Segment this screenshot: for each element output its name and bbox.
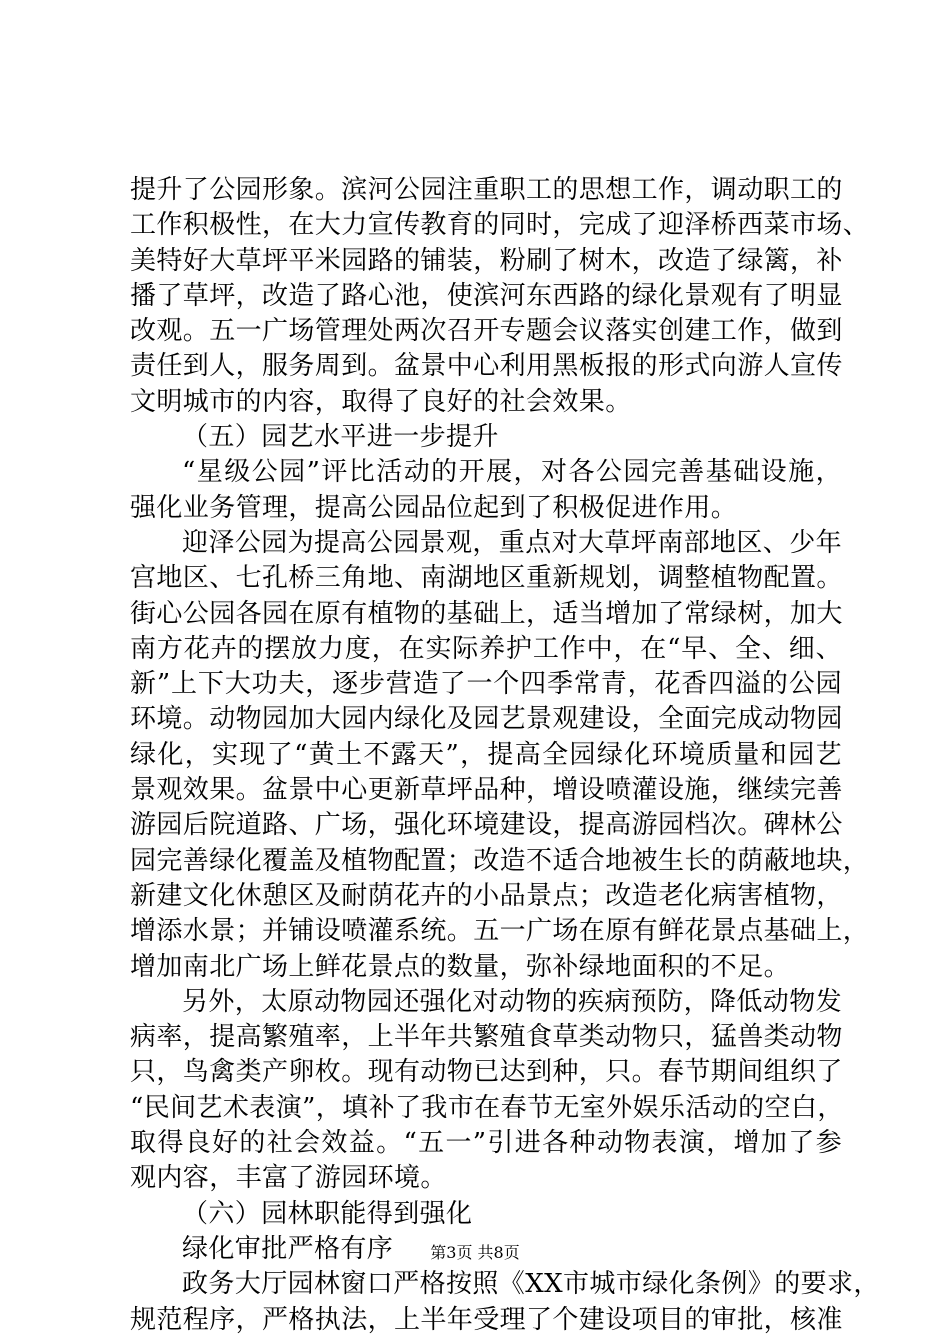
text-line: 街心公园各园在原有植物的基础上，适当增加了常绿树，加大 xyxy=(130,598,843,629)
text-line: 游园后院道路、广场，强化环境建设，提高游园档次。碑林公 xyxy=(130,810,843,841)
text-line: 增加南北广场上鲜花景点的数量，弥补绿地面积的不足。 xyxy=(130,951,791,982)
text-line: 病率，提高繁殖率，上半年共繁殖食草类动物只，猛兽类动物 xyxy=(130,1022,843,1053)
text-line: 规范程序，严格执法，上半年受理了个建设项目的审批，核准 xyxy=(130,1304,843,1335)
text-line: 新”上下大功夫，逐步营造了一个四季常青，花香四溢的公园 xyxy=(130,669,842,700)
text-line: 宫地区、七孔桥三角地、南湖地区重新规划，调整植物配置。 xyxy=(130,563,843,594)
text-line: 政务大厅园林窗口严格按照《XX市城市绿化条例》的要求， xyxy=(182,1269,880,1300)
text-line: 播了草坪，改造了路心池，使滨河东西路的绿化景观有了明显 xyxy=(130,280,843,311)
text-line: 增添水景；并铺设喷灌系统。五一广场在原有鲜花景点基础上， xyxy=(130,916,870,947)
text-line: 只，鸟禽类产卵枚。现有动物已达到种，只。春节期间组织了 xyxy=(130,1057,843,1088)
text-line: “民间艺术表演”，填补了我市在春节无室外娱乐活动的空白， xyxy=(130,1092,844,1123)
page-number-label: 第3页 共8页 xyxy=(430,1243,520,1262)
text-line: 环境。动物园加大园内绿化及园艺景观建设，全面完成动物园 xyxy=(130,704,843,735)
text-line: “星级公园”评比活动的开展，对各公园完善基础设施， xyxy=(182,457,842,488)
text-line: 绿化审批严格有序 xyxy=(182,1233,394,1264)
text-line: 另外，太原动物园还强化对动物的疾病预防，降低动物发 xyxy=(182,986,843,1017)
text-line: （六）园林职能得到强化 xyxy=(182,1198,473,1229)
text-line: 新建文化休憩区及耐荫花卉的小品景点；改造老化病害植物， xyxy=(130,880,843,911)
text-line: 改观。五一广场管理处两次召开专题会议落实创建工作，做到 xyxy=(130,316,843,347)
text-line: 园完善绿化覆盖及植物配置；改造不适合地被生长的荫蔽地块， xyxy=(130,845,870,876)
text-line: 提升了公园形象。滨河公园注重职工的思想工作，调动职工的 xyxy=(130,175,843,205)
text-line: （五）园艺水平进一步提升 xyxy=(182,422,499,453)
text-line: 工作积极性，在大力宣传教育的同时，完成了迎泽桥西菜市场、 xyxy=(130,210,870,241)
page-footer xyxy=(0,1243,950,1263)
text-line: 南方花卉的摆放力度，在实际养护工作中，在“早、全、细、 xyxy=(130,633,842,664)
text-line: 观内容，丰富了游园环境。 xyxy=(130,1163,447,1194)
document-body xyxy=(130,173,880,1338)
text-line: 绿化，实现了“黄土不露天”，提高全园绿化环境质量和园艺 xyxy=(130,739,842,770)
text-line: 责任到人，服务周到。盆景中心利用黑板报的形式向游人宣传 xyxy=(130,351,843,382)
text-line: 景观效果。盆景中心更新草坪品种，增设喷灌设施，继续完善 xyxy=(130,775,843,806)
text-line: 取得良好的社会效益。“五一”引进各种动物表演，增加了参 xyxy=(130,1128,842,1159)
text-line: 强化业务管理，提高公园品位起到了积极促进作用。 xyxy=(130,492,738,523)
text-line: 迎泽公园为提高公园景观，重点对大草坪南部地区、少年 xyxy=(182,527,843,558)
text-line: 文明城市的内容，取得了良好的社会效果。 xyxy=(130,386,632,417)
text-line: 美特好大草坪平米园路的铺装，粉刷了树木，改造了绿篱，补 xyxy=(130,245,843,276)
